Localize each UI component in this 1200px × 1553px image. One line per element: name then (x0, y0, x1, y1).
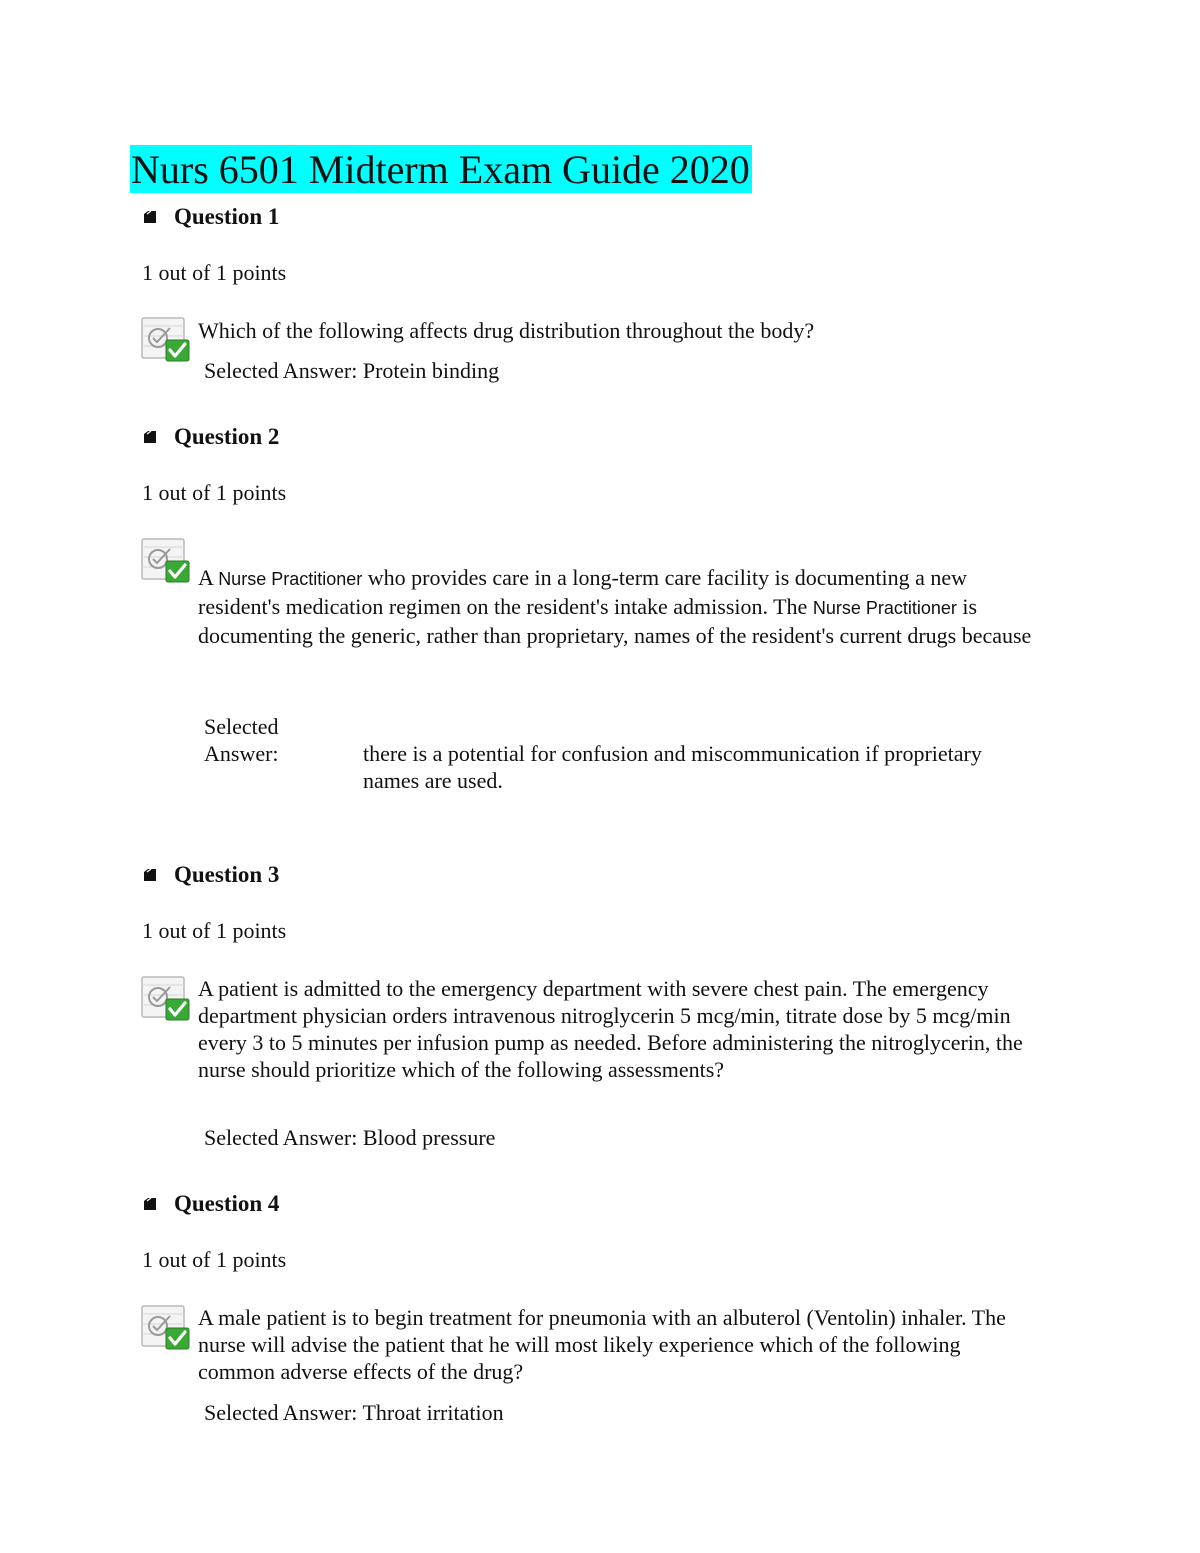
selected-answer-value: Throat irritation (362, 1400, 504, 1425)
selected-answer-value: Protein binding (362, 358, 500, 383)
selected-answer (204, 1399, 504, 1426)
selected-answer-label: Selected Answer: (204, 1125, 358, 1150)
question-points: 1 out of 1 points (142, 918, 287, 943)
question-bullet-icon (142, 1196, 158, 1212)
selected-answer (204, 357, 499, 384)
question-points: 1 out of 1 points (142, 260, 287, 285)
selected-answer-value: there is a potential for confusion and miscommunication if proprietary names are used. (363, 741, 982, 793)
question-points: 1 out of 1 points (142, 1247, 287, 1272)
question-bullet-icon (142, 867, 158, 883)
question-points: 1 out of 1 points (142, 480, 287, 505)
question-text: A Nurse Practitioner who provides care in a long-term care facility is documenting a new resident's medication regimen on the resident's intake admission. The Nurse Practitioner is documenting the generic, rather than proprietary, names of the resident's current drugs because (198, 565, 1032, 648)
question-text: A patient is admitted to the emergency department with severe chest pain. The emergency department physician orders intravenous nitroglycerin 5 mcg/min, titrate dose by 5 mcg/min every 3 to 5 minutes per infusion pump as needed. Before administering the nitroglycerin, the nurse should prioritize which of the following assessments? (198, 976, 1023, 1082)
question-heading-label: Question 4 (174, 1191, 280, 1216)
graded-correct-icon (140, 975, 192, 1023)
selected-answer-value: Blood pressure (362, 1125, 496, 1150)
question-text: Which of the following affects drug distribution throughout the body? (198, 318, 815, 343)
question-heading (142, 1191, 279, 1217)
question-heading-label: Question 2 (174, 424, 280, 449)
question-heading (142, 204, 279, 230)
question-heading (142, 424, 279, 450)
question-bullet-icon (142, 209, 158, 225)
question-heading-label: Question 3 (174, 862, 280, 887)
page-title: Nurs 6501 Midterm Exam Guide 2020 (131, 147, 750, 192)
selected-answer-label: Selected Answer: (204, 714, 279, 766)
graded-correct-icon (140, 1304, 192, 1352)
question-heading (142, 862, 279, 888)
selected-answer-label: Selected Answer: (204, 358, 358, 383)
graded-correct-icon (140, 316, 192, 364)
question-text: A male patient is to begin treatment for pneumonia with an albuterol (Ventolin) inhaler. The nurse will advise the patient that he will most likely experience which of the following common adverse effects of the drug? (198, 1305, 1006, 1384)
selected-answer-label: Selected Answer: (204, 1400, 358, 1425)
question-bullet-icon (142, 429, 158, 445)
question-heading-label: Question 1 (174, 204, 280, 229)
selected-answer (204, 1124, 495, 1151)
graded-correct-icon (140, 537, 192, 585)
